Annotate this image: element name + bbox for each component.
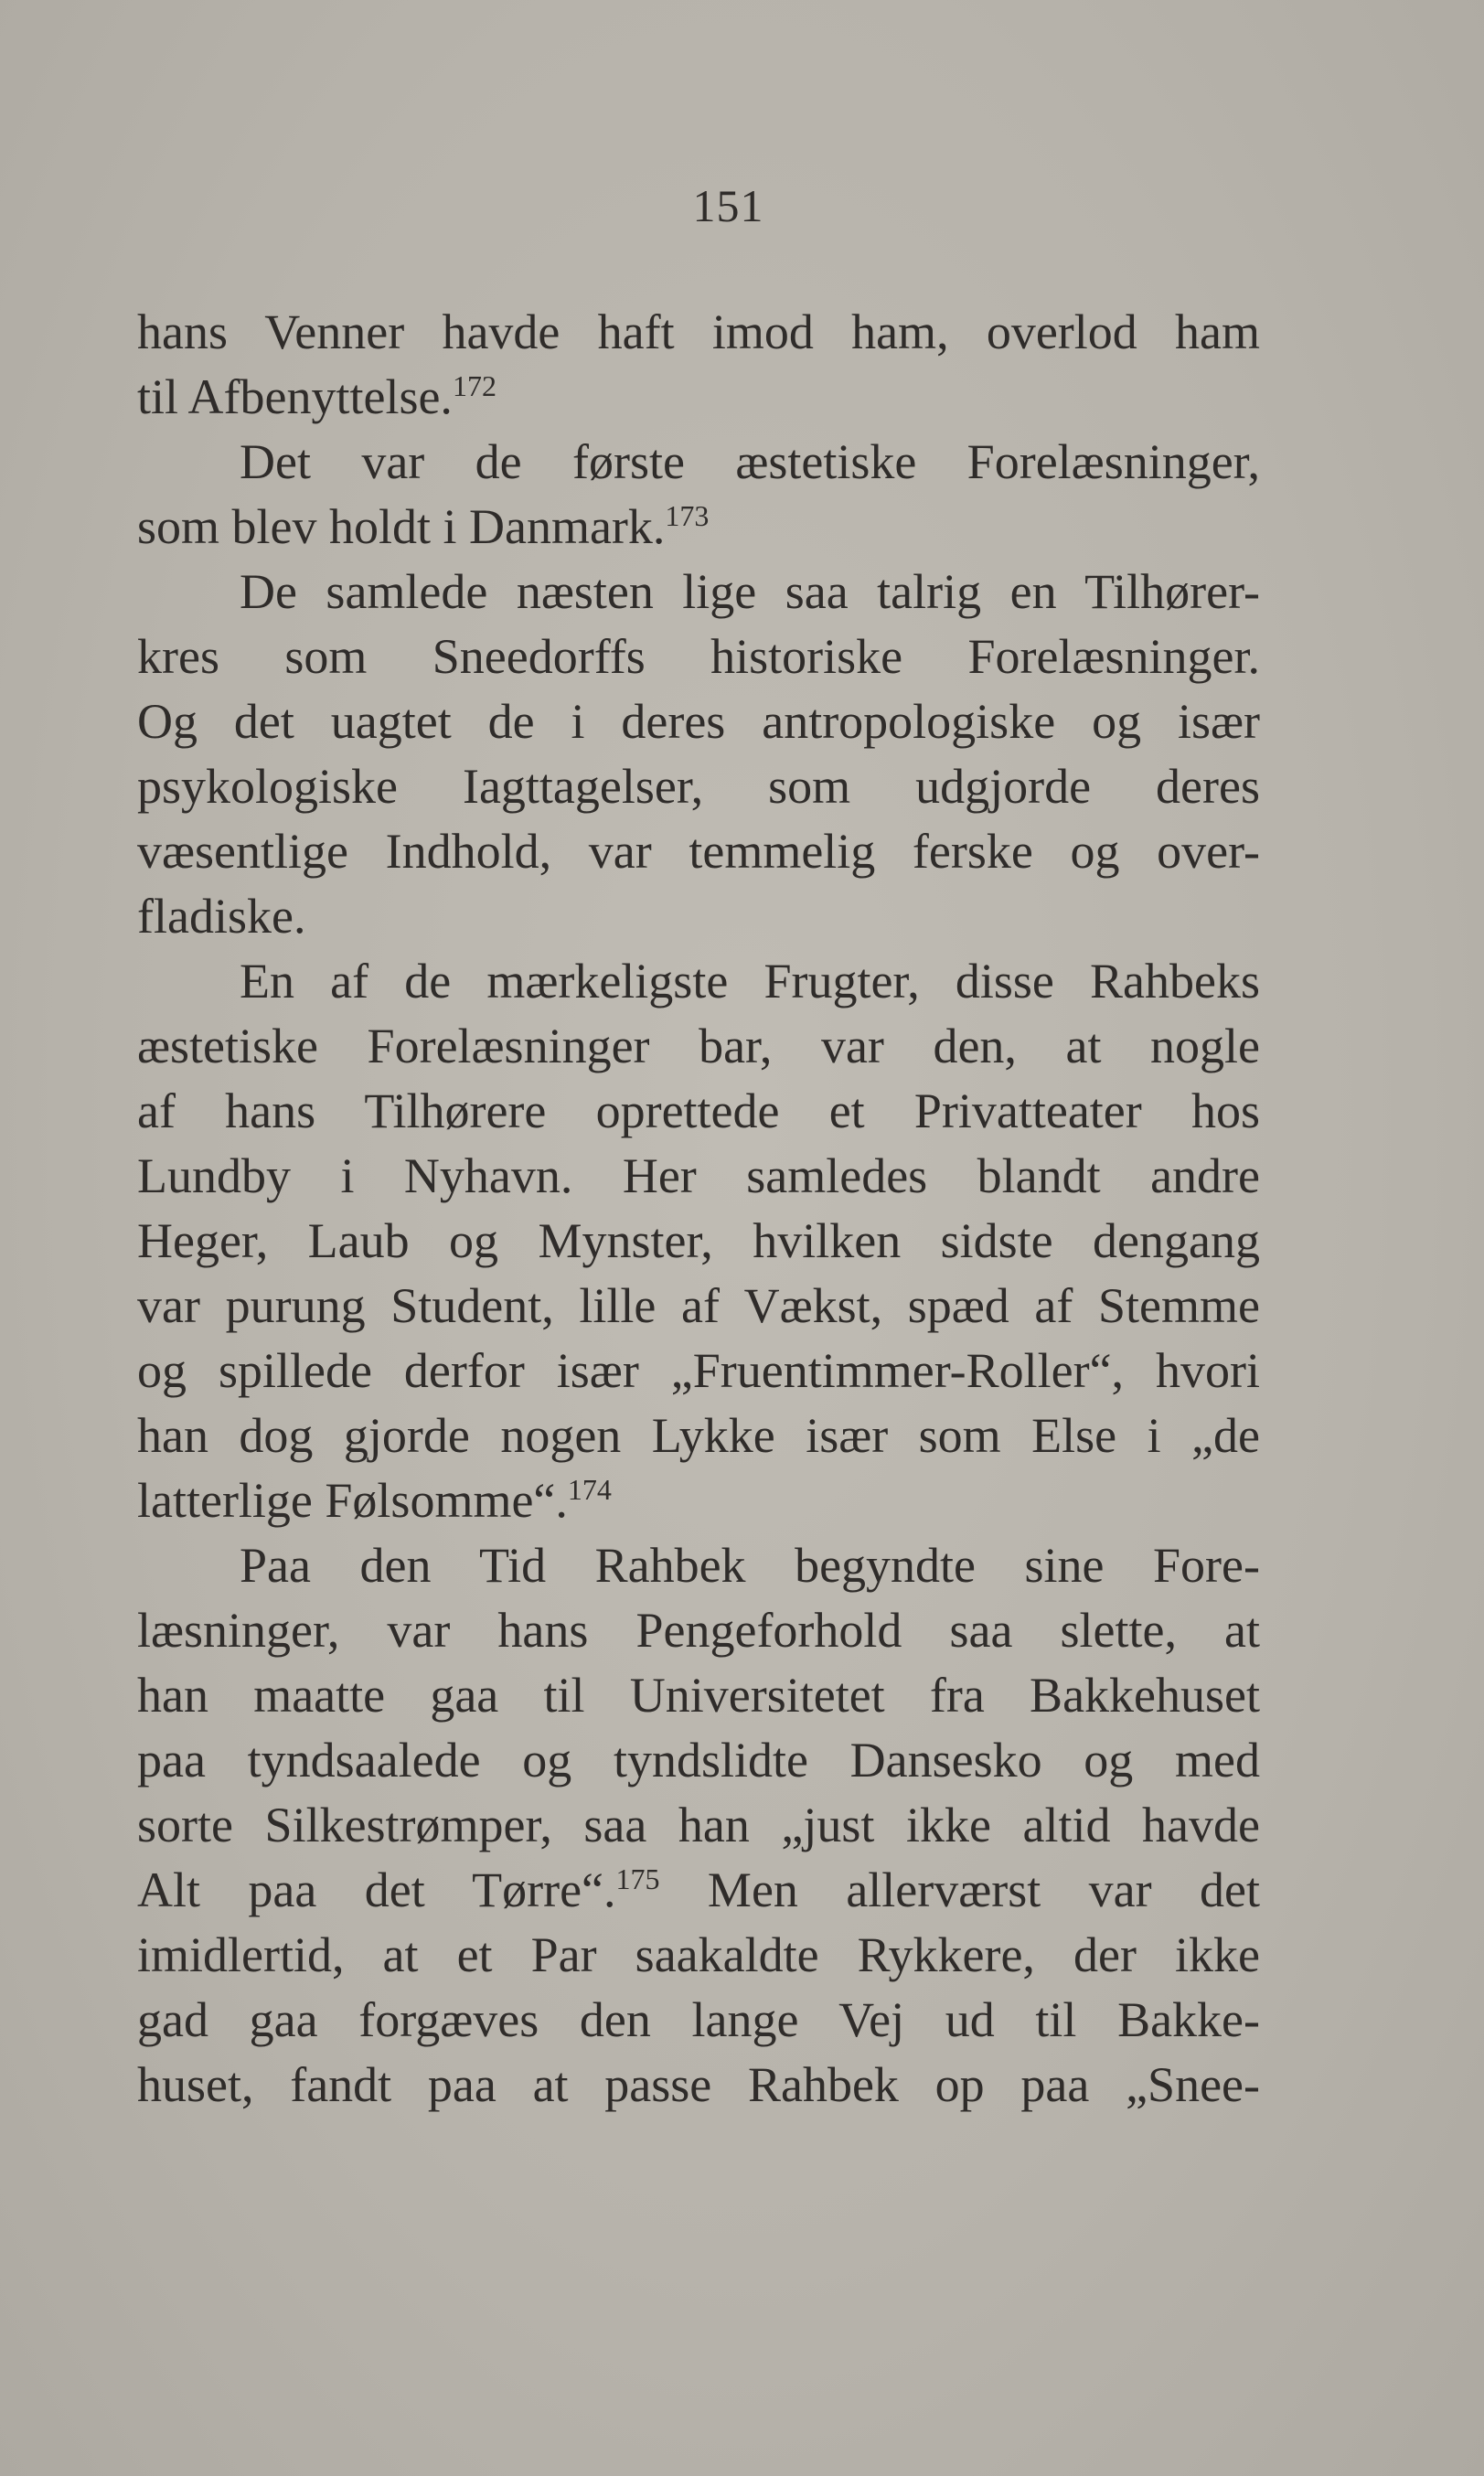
- text-line: og spillede derfor især „Fruentimmer-Roller“, hvori: [137, 1343, 1260, 1398]
- text-line: af hans Tilhørere oprettede et Privatteater hos: [137, 1083, 1260, 1138]
- text-line: gad gaa forgæves den lange Vej ud til Bakke-: [137, 1992, 1260, 2047]
- text-line: væsentlige Indhold, var temmelig ferske og over-: [137, 824, 1260, 879]
- text-line: var purung Student, lille af Vækst, spæd af Stemme: [137, 1278, 1260, 1333]
- text-line: Alt paa det Tørre“.$^{175}$ Men allerværst var det: [137, 1862, 1260, 1917]
- text-line: paa tyndsaalede og tyndslidte Dansesko og med: [137, 1733, 1260, 1788]
- text-line: Det var de første æstetiske Forelæsninger,: [240, 434, 1260, 489]
- text-line: Og det uagtet de i deres antropologiske og især: [137, 694, 1260, 749]
- text-line: til Afbenyttelse.$^{172}$: [137, 369, 496, 424]
- text-line: som blev holdt i Danmark.$^{173}$: [137, 499, 710, 554]
- footnote-ref: 175: [615, 1862, 660, 1895]
- text-line: han dog gjorde nogen Lykke især som Else i „de: [137, 1408, 1260, 1463]
- text-line: De samlede næsten lige saa talrig en Tilhører-: [240, 564, 1260, 619]
- text-line: æstetiske Forelæsninger bar, var den, at nogle: [137, 1019, 1260, 1073]
- text-line: fladiske.: [137, 889, 306, 944]
- text-line: imidlertid, at et Par saakaldte Rykkere, der ikke: [137, 1927, 1260, 1982]
- footnote-ref: 173: [665, 499, 710, 532]
- text-line: Heger, Laub og Mynster, hvilken sidste dengang: [137, 1213, 1260, 1268]
- text-line: hans Venner havde haft imod ham, overlod ham: [137, 304, 1260, 359]
- text-line: han maatte gaa til Universitetet fra Bakkehuset: [137, 1668, 1260, 1723]
- text-line: psykologiske Iagttagelser, som udgjorde deres: [137, 759, 1260, 814]
- text-line: kres som Sneedorffs historiske Forelæsninger.: [137, 629, 1260, 684]
- text-line: huset, fandt paa at passe Rahbek op paa „Snee-: [137, 2057, 1260, 2112]
- footnote-ref: 174: [567, 1473, 612, 1506]
- text-line: latterlige Følsomme“.$^{174}$: [137, 1473, 612, 1528]
- page-number: 151: [692, 180, 764, 231]
- footnote-ref: 172: [452, 369, 496, 402]
- text-line: En af de mærkeligste Frugter, disse Rahbeks: [240, 954, 1260, 1009]
- text-line: Lundby i Nyhavn. Her samledes blandt andre: [137, 1148, 1260, 1203]
- text-line: Paa den Tid Rahbek begyndte sine Fore-: [240, 1538, 1260, 1593]
- text-line: sorte Silkestrømper, saa han „just ikke altid havde: [137, 1798, 1260, 1852]
- text-line: læsninger, var hans Pengeforhold saa slette, at: [137, 1603, 1260, 1658]
